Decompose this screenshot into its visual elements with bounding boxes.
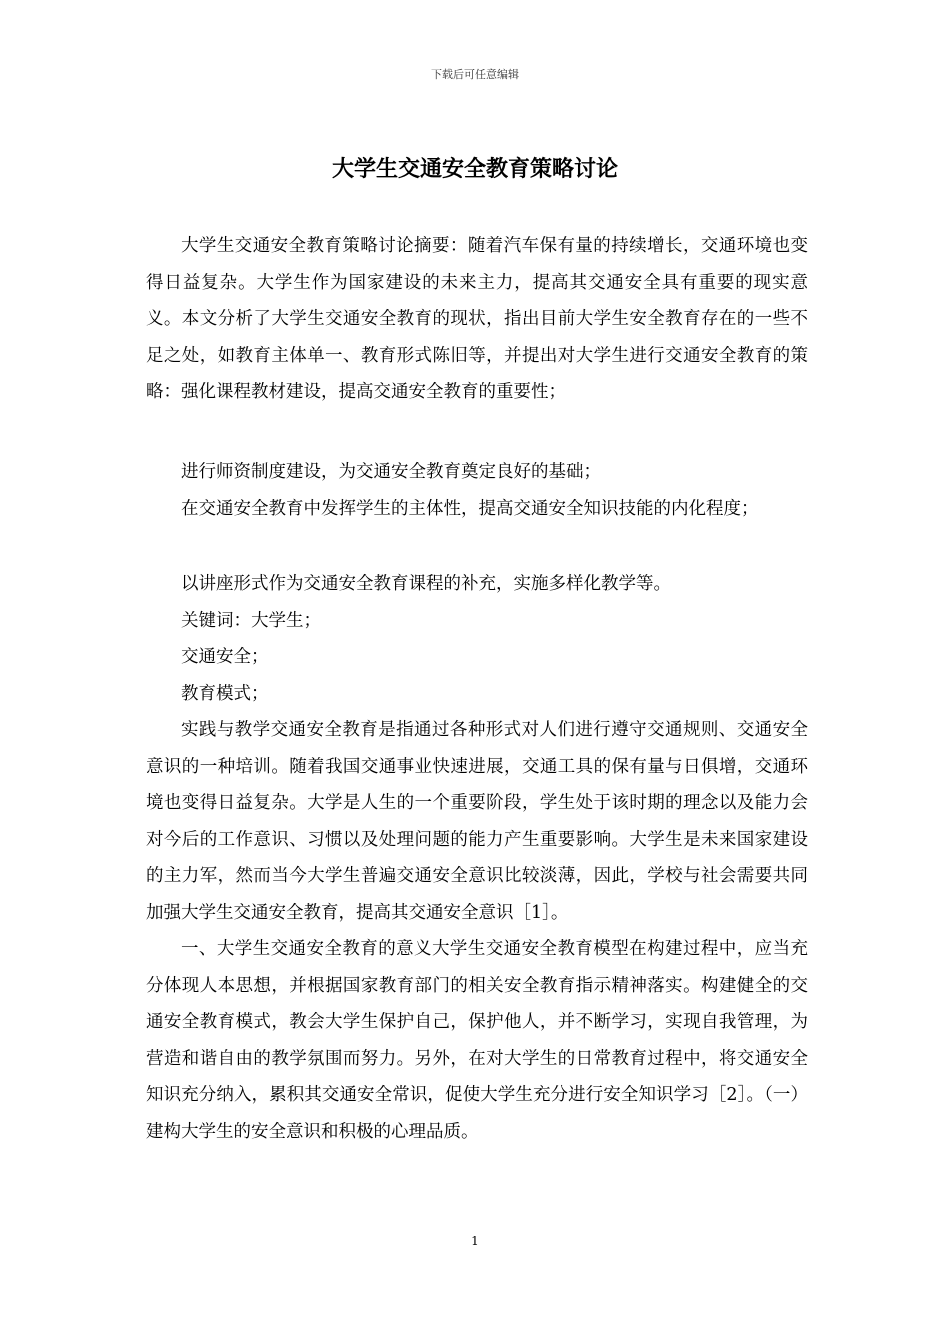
paragraph-lecture: 以讲座形式作为交通安全教育课程的补充，实施多样化教学等。: [181, 574, 671, 594]
paragraph-introduction: 实践与教学交通安全教育是指通过各种形式对人们进行遵守交通规则、交通安全意识的一种培训。随着我国交通事业快速进展，交通工具的保有量与日俱增，交通环境也变得日益复杂。大学是人生的一个重要阶段，学生处于该时期的理念以及能力会对今后的工作意识、习惯以及处理问题的能力产生重要影响。大学生是未来国家建设的主力军，然而当今大学生普遍交通安全意识比较淡薄，因此，学校与社会需要共同加强大学生交通安全教育，提高其交通安全意识［1］。: [146, 720, 808, 923]
paragraph-section-one: 一、大学生交通安全教育的意义大学生交通安全教育模型在构建过程中，应当充分体现人本思想，并根据国家教育部门的相关安全教育指示精神落实。构建健全的交通安全教育模式，教会大学生保护自己，保护他人，并不断学习，实现自我管理，为营造和谐自由的教学氛围而努力。另外，在对大学生的日常教育过程中，将交通安全知识充分纳入，累积其交通安全常识，促使大学生充分进行安全知识学习［2］。（一）建构大学生的安全意识和积极的心理品质。: [146, 939, 808, 1142]
paragraph-abstract: 大学生交通安全教育策略讨论摘要：随着汽车保有量的持续增长，交通环境也变得日益复杂。大学生作为国家建设的未来主力，提高其交通安全具有重要的现实意义。本文分析了大学生交通安全教育的现状，指出目前大学生安全教育存在的一些不足之处，如教育主体单一、教育形式陈旧等，并提出对大学生进行交通安全教育的策略：强化课程教材建设，提高交通安全教育的重要性；: [146, 236, 808, 402]
abstract-section: [146, 228, 808, 411]
paragraph-teacher-system: 进行师资制度建设，为交通安全教育奠定良好的基础；: [181, 462, 601, 482]
keyword-line-1: 关键词：大学生；: [181, 610, 321, 631]
paragraph-student-subject: 在交通安全教育中发挥学生的主体性，提高交通安全知识技能的内化程度；: [181, 498, 759, 519]
strategy-section-1: [146, 454, 808, 527]
page-number: 1: [471, 1234, 479, 1248]
page-header-note: 下载后可任意编辑: [431, 68, 519, 81]
document-title: 大学生交通安全教育策略讨论: [331, 156, 618, 182]
keyword-line-3: 教育模式；: [181, 683, 269, 704]
keyword-line-2: 交通安全；: [181, 647, 269, 667]
main-section: [146, 566, 808, 1150]
